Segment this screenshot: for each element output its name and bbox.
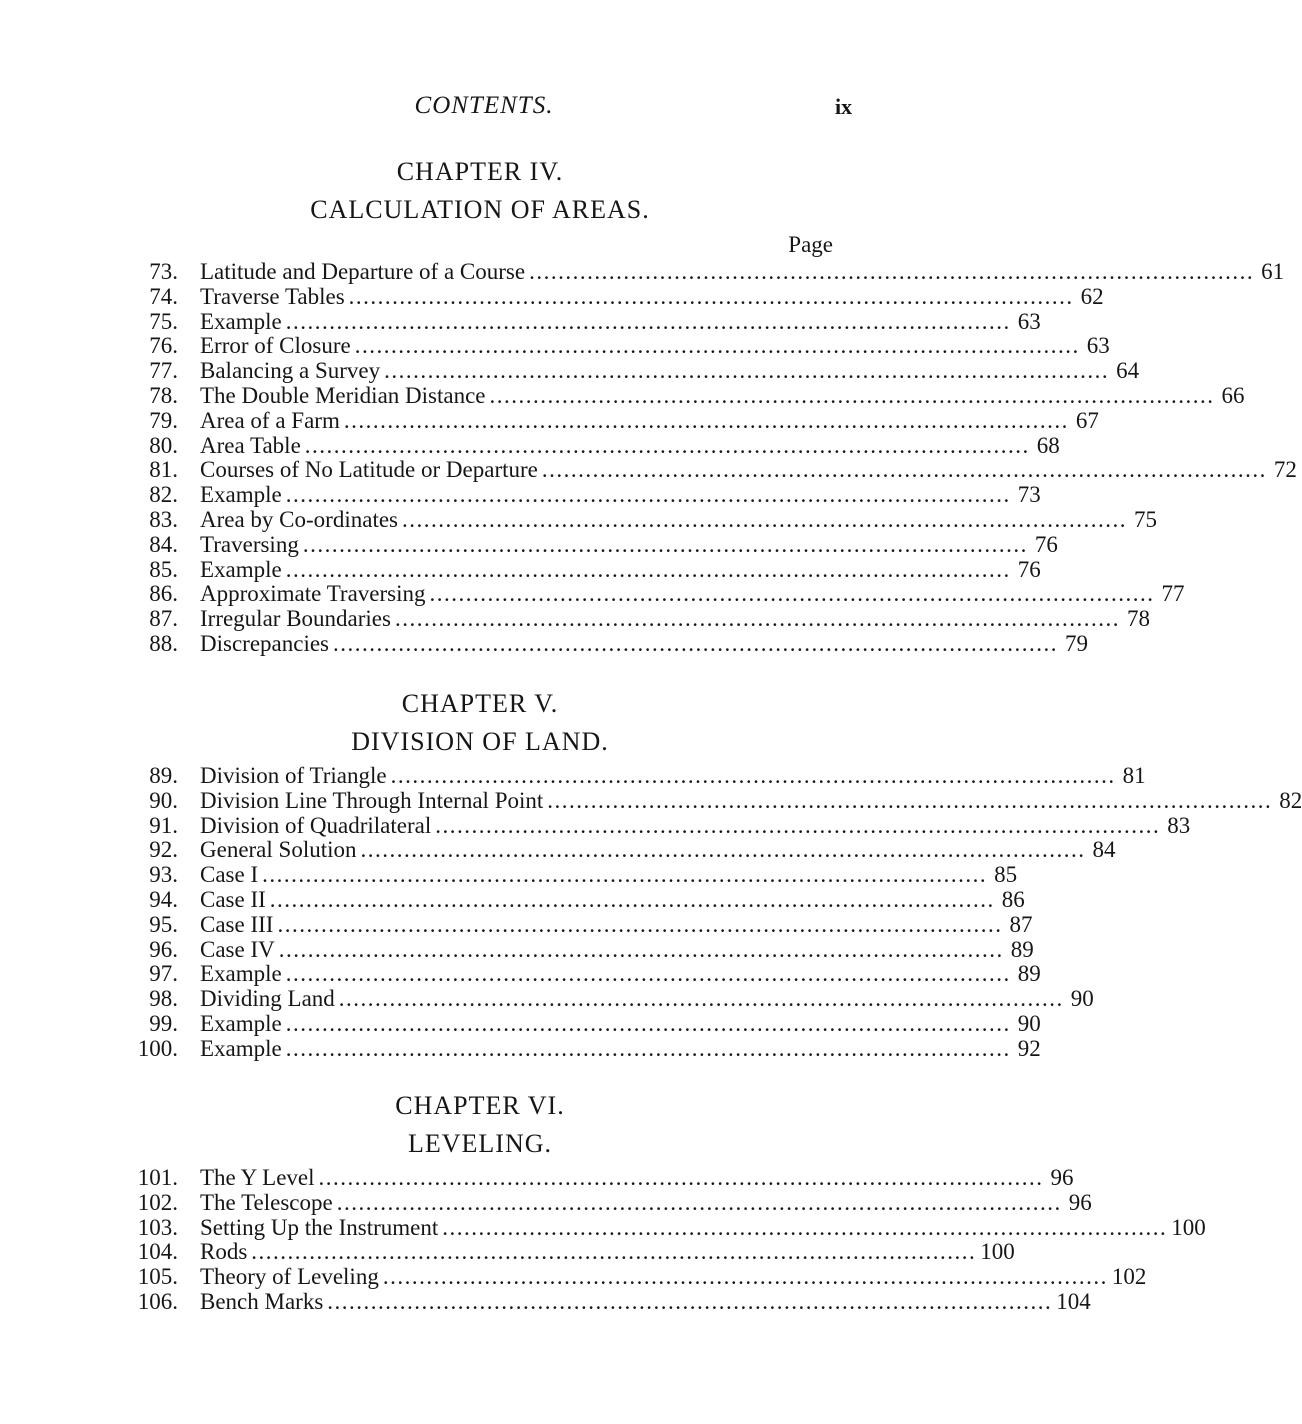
toc-entry	[128, 630, 1088, 657]
toc-entry-page: 102	[1111, 1264, 1147, 1290]
chapter-heading-iv	[0, 154, 960, 230]
dot-leader: ....................................................................................................	[285, 1010, 1011, 1036]
toc-entry	[128, 1239, 1015, 1265]
toc-entry-page: 62	[1080, 283, 1104, 309]
toc-entry-page: 104	[1056, 1288, 1091, 1314]
toc-entry-body	[200, 581, 1185, 607]
toc-entry	[128, 986, 1094, 1012]
toc-entry-title: Rods	[200, 1239, 248, 1265]
dot-leader: ....................................................................................................	[442, 1214, 1168, 1240]
toc-entry-title: Latitude and Departure of a Course	[200, 259, 526, 284]
toc-entry-number: 101.	[137, 1165, 178, 1190]
toc-entry-number: 93.	[149, 862, 178, 888]
page-column-label: Page	[788, 232, 833, 257]
toc-entry	[128, 911, 1033, 938]
toc-entry-body	[200, 630, 1088, 657]
dot-leader: ....................................................................................................	[269, 886, 995, 912]
toc-entry-number: 102.	[137, 1189, 178, 1215]
toc-entry-page: 89	[1017, 961, 1041, 987]
toc-entry-number: 96.	[149, 936, 178, 962]
page-number: ix	[835, 94, 853, 119]
toc-entry-number: 106.	[137, 1288, 178, 1314]
dot-leader: ....................................................................................................	[262, 862, 988, 888]
dot-leader: ....................................................................................................	[302, 531, 1028, 557]
toc-entry-body	[200, 432, 1060, 459]
toc-entry-page: 78	[1126, 606, 1150, 632]
dot-leader: ....................................................................................................	[354, 333, 1080, 359]
toc-entry-number: 75.	[149, 308, 178, 334]
toc-entry-body	[200, 787, 1302, 814]
toc-entry-body	[200, 283, 1104, 310]
chapter-heading-vi	[0, 1088, 960, 1164]
toc-entry	[128, 1189, 1092, 1216]
toc-entry-page: 82	[1279, 787, 1302, 813]
chapter-title: LEVELING.	[407, 1129, 552, 1158]
dot-leader: ....................................................................................................	[336, 1189, 1062, 1215]
toc-entry-number: 76.	[149, 333, 178, 359]
toc-entry-title: General Solution	[200, 837, 357, 863]
toc-entry	[128, 531, 1058, 558]
toc-entry	[128, 1035, 1041, 1062]
toc-entry-number: 80.	[149, 432, 178, 458]
dot-leader: ....................................................................................................	[285, 556, 1011, 582]
toc-entry-page: 68	[1036, 432, 1060, 458]
toc-entry-body	[200, 482, 1041, 508]
toc-entry-body	[200, 358, 1140, 384]
toc-entry-title: Approximate Traversing	[200, 581, 426, 607]
toc-entry-title: Case IV	[200, 936, 275, 962]
chapter-number: CHAPTER V.	[401, 689, 559, 718]
toc-entry	[128, 961, 1041, 987]
toc-entry-page: 90	[1070, 986, 1094, 1012]
toc-entry-page: 79	[1065, 630, 1088, 656]
toc-entry	[128, 482, 1041, 508]
toc-entry-page: 73	[1017, 482, 1041, 508]
toc-entry	[128, 812, 1191, 839]
toc-entry-page: 89	[1010, 936, 1034, 962]
toc-entry	[128, 1165, 1074, 1191]
toc-entry-number: 100.	[137, 1035, 178, 1061]
toc-entry-page: 81	[1122, 763, 1146, 788]
toc-entry-title: Area of a Farm	[200, 407, 340, 433]
chapter-title: CALCULATION OF AREAS.	[310, 195, 650, 224]
toc-entry-body	[200, 531, 1058, 558]
toc-entry	[128, 308, 1041, 335]
toc-entry-body	[200, 886, 1025, 913]
dot-leader: ....................................................................................................	[394, 606, 1120, 632]
toc-entry	[128, 333, 1110, 359]
toc-entry-body	[200, 986, 1094, 1012]
dot-leader: ....................................................................................................	[318, 1165, 1044, 1190]
toc-entry-page: 76	[1034, 531, 1058, 557]
toc-entry-body	[200, 259, 1285, 285]
toc-entry-body	[200, 333, 1110, 359]
toc-entry-page: 85	[994, 862, 1018, 888]
toc-entry-page: 96	[1050, 1165, 1074, 1190]
toc-entry-title: Case I	[200, 862, 259, 888]
toc-entry-number: 78.	[149, 382, 178, 408]
running-title: CONTENTS.	[414, 92, 554, 119]
toc-entry-title: Theory of Leveling	[200, 1264, 379, 1290]
toc-entry	[128, 506, 1157, 533]
toc-entry-page: 76	[1017, 556, 1041, 582]
toc-entry-title: Division Line Through Internal Point	[200, 787, 544, 813]
toc-entry-number: 99.	[149, 1010, 178, 1036]
toc-entry-body	[200, 407, 1099, 434]
toc-entry-body	[200, 837, 1116, 863]
toc-entry	[128, 1214, 1206, 1241]
dot-leader: ....................................................................................................	[529, 259, 1255, 284]
toc-entry	[128, 837, 1116, 863]
toc-entry-number: 104.	[137, 1239, 178, 1265]
toc-entry-title: The Y Level	[200, 1165, 315, 1190]
toc-entry	[128, 259, 1285, 285]
dot-leader: ....................................................................................................	[285, 308, 1011, 334]
toc-entry-title: Case III	[200, 911, 274, 937]
dot-leader: ....................................................................................................	[435, 812, 1161, 838]
running-head	[0, 90, 1000, 130]
toc-entry-body	[200, 961, 1041, 987]
toc-entry-body	[200, 1010, 1041, 1037]
toc-entry-body	[200, 457, 1297, 483]
toc-entry-title: Case II	[200, 886, 266, 912]
dot-leader: ....................................................................................................	[277, 911, 1003, 937]
toc-entry-body	[200, 812, 1191, 839]
dot-leader: ....................................................................................................	[489, 382, 1215, 408]
dot-leader: ....................................................................................................	[304, 432, 1030, 458]
toc-entry-page: 90	[1017, 1010, 1041, 1036]
toc-entry-page: 83	[1167, 812, 1191, 838]
chapter-number: CHAPTER IV.	[396, 157, 564, 186]
toc-entry	[128, 936, 1034, 963]
dot-leader: ....................................................................................................	[251, 1239, 977, 1265]
toc-entry-page: 67	[1075, 407, 1099, 433]
toc-entry-number: 89.	[149, 763, 178, 788]
toc-entry	[128, 1288, 1091, 1315]
dot-leader: ....................................................................................................	[384, 358, 1110, 384]
toc-entry-number: 90.	[149, 787, 178, 813]
toc-entry	[128, 556, 1041, 583]
toc-entry-page: 84	[1092, 837, 1116, 863]
toc-entry	[128, 283, 1104, 310]
toc-entry-title: Area by Co-ordinates	[200, 506, 398, 532]
toc-entry-number: 77.	[149, 358, 178, 384]
toc-entry-page: 92	[1017, 1035, 1041, 1061]
toc-entry-title: Area Table	[200, 432, 301, 458]
toc-entry-page: 86	[1001, 886, 1025, 912]
toc-entry-number: 88.	[149, 630, 178, 656]
toc-entry-title: Dividing Land	[200, 986, 335, 1012]
toc-entry-page: 100	[980, 1239, 1015, 1265]
toc-entry	[128, 763, 1146, 789]
toc-entry-number: 103.	[137, 1214, 178, 1240]
toc-entry-body	[200, 862, 1018, 888]
toc-entry-body	[200, 308, 1041, 335]
dot-leader: ....................................................................................................	[327, 1288, 1053, 1314]
dot-leader: ....................................................................................................	[338, 986, 1064, 1012]
toc-entry	[128, 1264, 1147, 1290]
dot-leader: ....................................................................................................	[333, 630, 1058, 656]
dot-leader: ....................................................................................................	[547, 787, 1273, 813]
toc-entry-body	[200, 506, 1157, 533]
toc-entry-body	[200, 556, 1041, 583]
toc-entry-title: Traversing	[200, 531, 299, 557]
toc-entry-body	[200, 1189, 1092, 1216]
toc-entry	[128, 886, 1025, 913]
dot-leader: ....................................................................................................	[285, 482, 1011, 508]
toc-entry-title: Traverse Tables	[200, 283, 345, 309]
toc-entry-number: 86.	[149, 581, 178, 607]
toc-entry-page: 64	[1116, 358, 1140, 384]
toc-entry-page: 100	[1171, 1214, 1206, 1240]
toc-entry-title: The Telescope	[200, 1189, 333, 1215]
toc-entry-number: 91.	[149, 812, 178, 838]
chapter-heading-v	[0, 686, 960, 762]
chapter-number: CHAPTER VI.	[395, 1091, 565, 1120]
toc-entry	[128, 1010, 1041, 1037]
toc-entry-body	[200, 911, 1033, 938]
toc-entry-page: 96	[1068, 1189, 1092, 1215]
toc-entry-title: The Double Meridian Distance	[200, 382, 486, 408]
toc-entry-page: 75	[1134, 506, 1157, 532]
toc-entry-number: 94.	[149, 886, 178, 912]
toc-entry-title: Irregular Boundaries	[200, 606, 391, 632]
toc-entry-body	[200, 1035, 1041, 1062]
toc-entry-number: 92.	[149, 837, 178, 863]
toc-entry-body	[200, 606, 1150, 632]
toc-entry-title: Example	[200, 1010, 282, 1036]
toc-entry-title: Setting Up the Instrument	[200, 1214, 439, 1240]
toc-entry-number: 74.	[149, 283, 178, 309]
toc-entry-title: Discrepancies	[200, 630, 329, 656]
toc-list-chapter-v	[128, 763, 1302, 1062]
toc-entry-title: Example	[200, 308, 282, 334]
toc-entry-number: 82.	[149, 482, 178, 508]
toc-entry-title: Example	[200, 556, 282, 582]
dot-leader: ....................................................................................................	[343, 407, 1069, 433]
chapter-title: DIVISION OF LAND.	[351, 727, 609, 756]
toc-entry-number: 98.	[149, 986, 178, 1012]
toc-entry-number: 81.	[149, 457, 178, 483]
toc-entry	[128, 787, 1302, 814]
toc-entry-title: Example	[200, 482, 282, 508]
dot-leader: ....................................................................................................	[360, 837, 1086, 863]
toc-entry-page: 66	[1221, 382, 1245, 408]
toc-entry-body	[200, 382, 1245, 409]
toc-entry-body	[200, 1214, 1206, 1241]
toc-entry-page: 77	[1161, 581, 1185, 607]
dot-leader: ....................................................................................................	[382, 1264, 1108, 1290]
toc-list-chapter-vi	[128, 1165, 1206, 1315]
dot-leader: ....................................................................................................	[402, 506, 1127, 532]
toc-entry-page: 63	[1017, 308, 1041, 334]
toc-entry-page: 63	[1086, 333, 1110, 359]
toc-list-chapter-iv	[128, 230, 1297, 657]
toc-entry-body	[200, 1288, 1091, 1315]
toc-entry-number: 73.	[149, 259, 178, 284]
toc-entry-title: Error of Closure	[200, 333, 351, 359]
toc-entry	[128, 862, 1018, 888]
toc-entry-page: 61	[1261, 259, 1285, 284]
toc-entry-title: Example	[200, 961, 282, 987]
toc-entry	[128, 606, 1150, 632]
toc-entry-title: Division of Quadrilateral	[200, 812, 432, 838]
toc-entry-body	[200, 763, 1146, 789]
toc-entry	[128, 382, 1245, 409]
toc-entry-page: 72	[1273, 457, 1297, 483]
toc-entry-number: 97.	[149, 961, 178, 987]
toc-entry-page: 87	[1009, 911, 1033, 937]
toc-entry	[128, 581, 1185, 607]
toc-entry-title: Division of Triangle	[200, 763, 387, 788]
toc-entry-number: 79.	[149, 407, 178, 433]
toc-entry	[128, 432, 1060, 459]
toc-entry-body	[200, 1165, 1074, 1191]
toc-entry-number: 84.	[149, 531, 178, 557]
dot-leader: ....................................................................................................	[348, 283, 1074, 309]
toc-entry-number: 105.	[137, 1264, 178, 1290]
toc-entry-body	[200, 936, 1034, 963]
toc-entry-title: Example	[200, 1035, 282, 1061]
dot-leader: ....................................................................................................	[285, 961, 1011, 987]
toc-entry-body	[200, 1239, 1015, 1265]
dot-leader: ....................................................................................................	[390, 763, 1116, 788]
dot-leader: ....................................................................................................	[429, 581, 1155, 607]
dot-leader: ....................................................................................................	[541, 457, 1267, 483]
toc-entry	[128, 407, 1099, 434]
toc-entry	[128, 358, 1140, 384]
toc-entry-title: Bench Marks	[200, 1288, 324, 1314]
toc-entry-body	[200, 1264, 1147, 1290]
toc-entry-number: 95.	[149, 911, 178, 937]
toc-entry	[128, 457, 1297, 483]
toc-entry-title: Courses of No Latitude or Departure	[200, 457, 538, 483]
toc-entry-number: 87.	[149, 606, 178, 632]
toc-entry-number: 83.	[149, 506, 178, 532]
toc-entry-title: Balancing a Survey	[200, 358, 381, 384]
dot-leader: ....................................................................................................	[278, 936, 1004, 962]
dot-leader: ....................................................................................................	[285, 1035, 1011, 1061]
toc-entry-number: 85.	[149, 556, 178, 582]
